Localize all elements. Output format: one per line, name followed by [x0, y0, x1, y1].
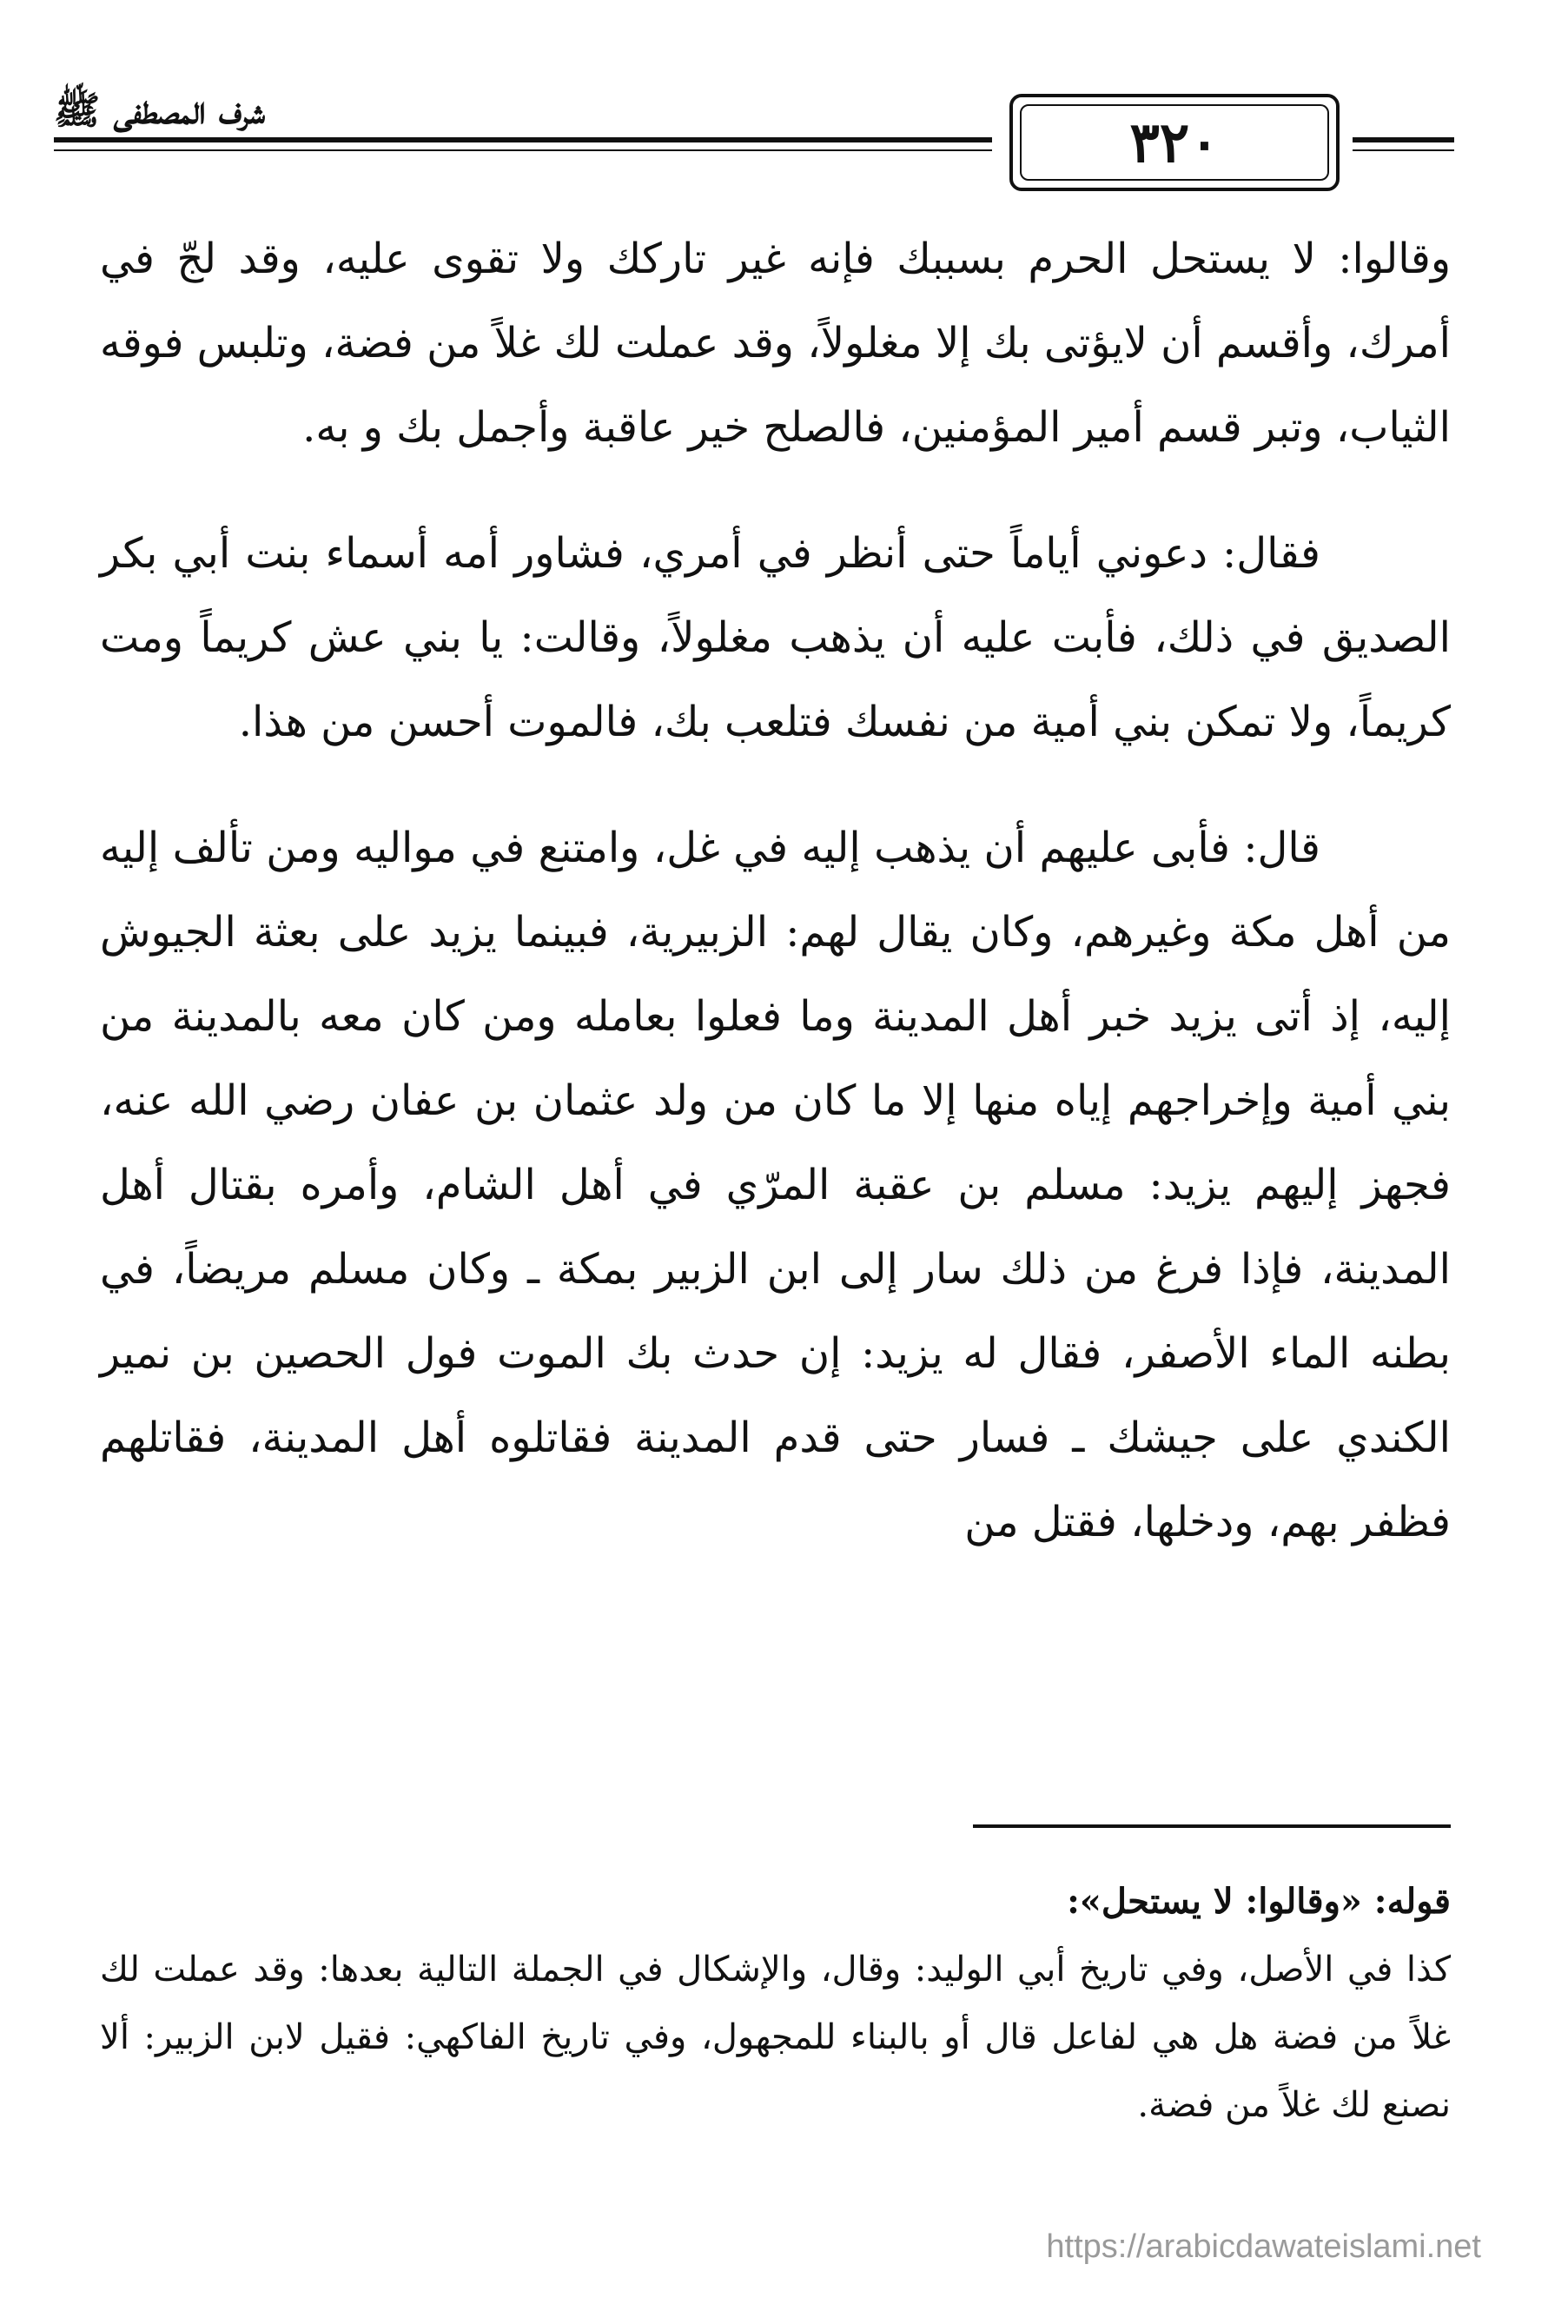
paragraph: وقالوا: لا يستحل الحرم بسببك فإنه غير تاركك ولا تقوى عليه، وقد لجّ في أمرك، وأقسم أن لايؤتى بك إلا مغلولاً، وقد عملت لك غلاً من فضة، وتلبس فوقه الثياب، وتبر قسم أمير المؤمنين، فالصلح خير عاقبة وأجمل بك و به.: [100, 235, 1451, 452]
watermark-url: https://arabicdawateislami.net: [1046, 2228, 1481, 2265]
header-rule-thick-right: [1353, 137, 1454, 142]
paragraph: فقال: دعوني أياماً حتى أنظر في أمري، فشاور أمه أسماء بنت أبي بكر الصديق في ذلك، فأبت عليه أن يذهب مغلولاً، وقالت: يا بني عش كريماً ومت كريماً، ولا تمكن بني أمية من نفسك فتلعب بك، فالموت أحسن من هذا.: [100, 529, 1451, 746]
page-number-frame: [1009, 94, 1340, 191]
header-rule-thin-right: [1353, 149, 1454, 151]
footnote-heading: قوله: «وقالوا: لا يستحل»:: [1067, 1881, 1451, 1922]
footnote-separator: [973, 1824, 1451, 1828]
header-rule-thick: [54, 137, 992, 142]
page-number: ٣٢٠: [1020, 104, 1329, 181]
header-rule-thin: [54, 149, 992, 151]
main-text: [100, 217, 1451, 1606]
running-title: شرف المصطفى ﷺ: [54, 89, 266, 133]
paragraph: قال: فأبى عليهم أن يذهب إليه في غل، وامتنع في مواليه ومن تألف إليه من أهل مكة وغيرهم، وكان يقال لهم: الزبيرية، فبينما يزيد على بعثة الجيوش إليه، إذ أتى يزيد خبر أهل المدينة وما فعلوا بعامله ومن كان معه بالمدينة من بني أمية وإخراجهم إياه منها إلا ما كان من ولد عثمان بن عفان رضي الله عنه، فجهز إليهم يزيد: مسلم بن عقبة المرّي في أهل الشام، وأمره بقتال أهل المدينة، فإذا فرغ من ذلك سار إلى ابن الزبير بمكة ـ وكان مسلم مريضاً، في بطنه الماء الأصفر، فقال له يزيد: إن حدث بك الموت فول الحصين بن نمير الكندي على جيشك ـ فسار حتى قدم المدينة فقاتلوه أهل المدينة، فقاتلهم فظفر بهم، ودخلها، فقتل من: [100, 824, 1451, 1546]
footnote-text: كذا في الأصل، وفي تاريخ أبي الوليد: وقال، والإشكال في الجملة التالية بعدها: وقد عملت لك غلاً من فضة هل هي لفاعل قال أو بالبناء للمجهول، وفي تاريخ الفاكهي: فقيل لابن الزبير: ألا نصنع لك غلاً من فضة.: [100, 1950, 1451, 2125]
page-header: [54, 87, 1454, 191]
footnotes: [100, 1868, 1451, 2139]
